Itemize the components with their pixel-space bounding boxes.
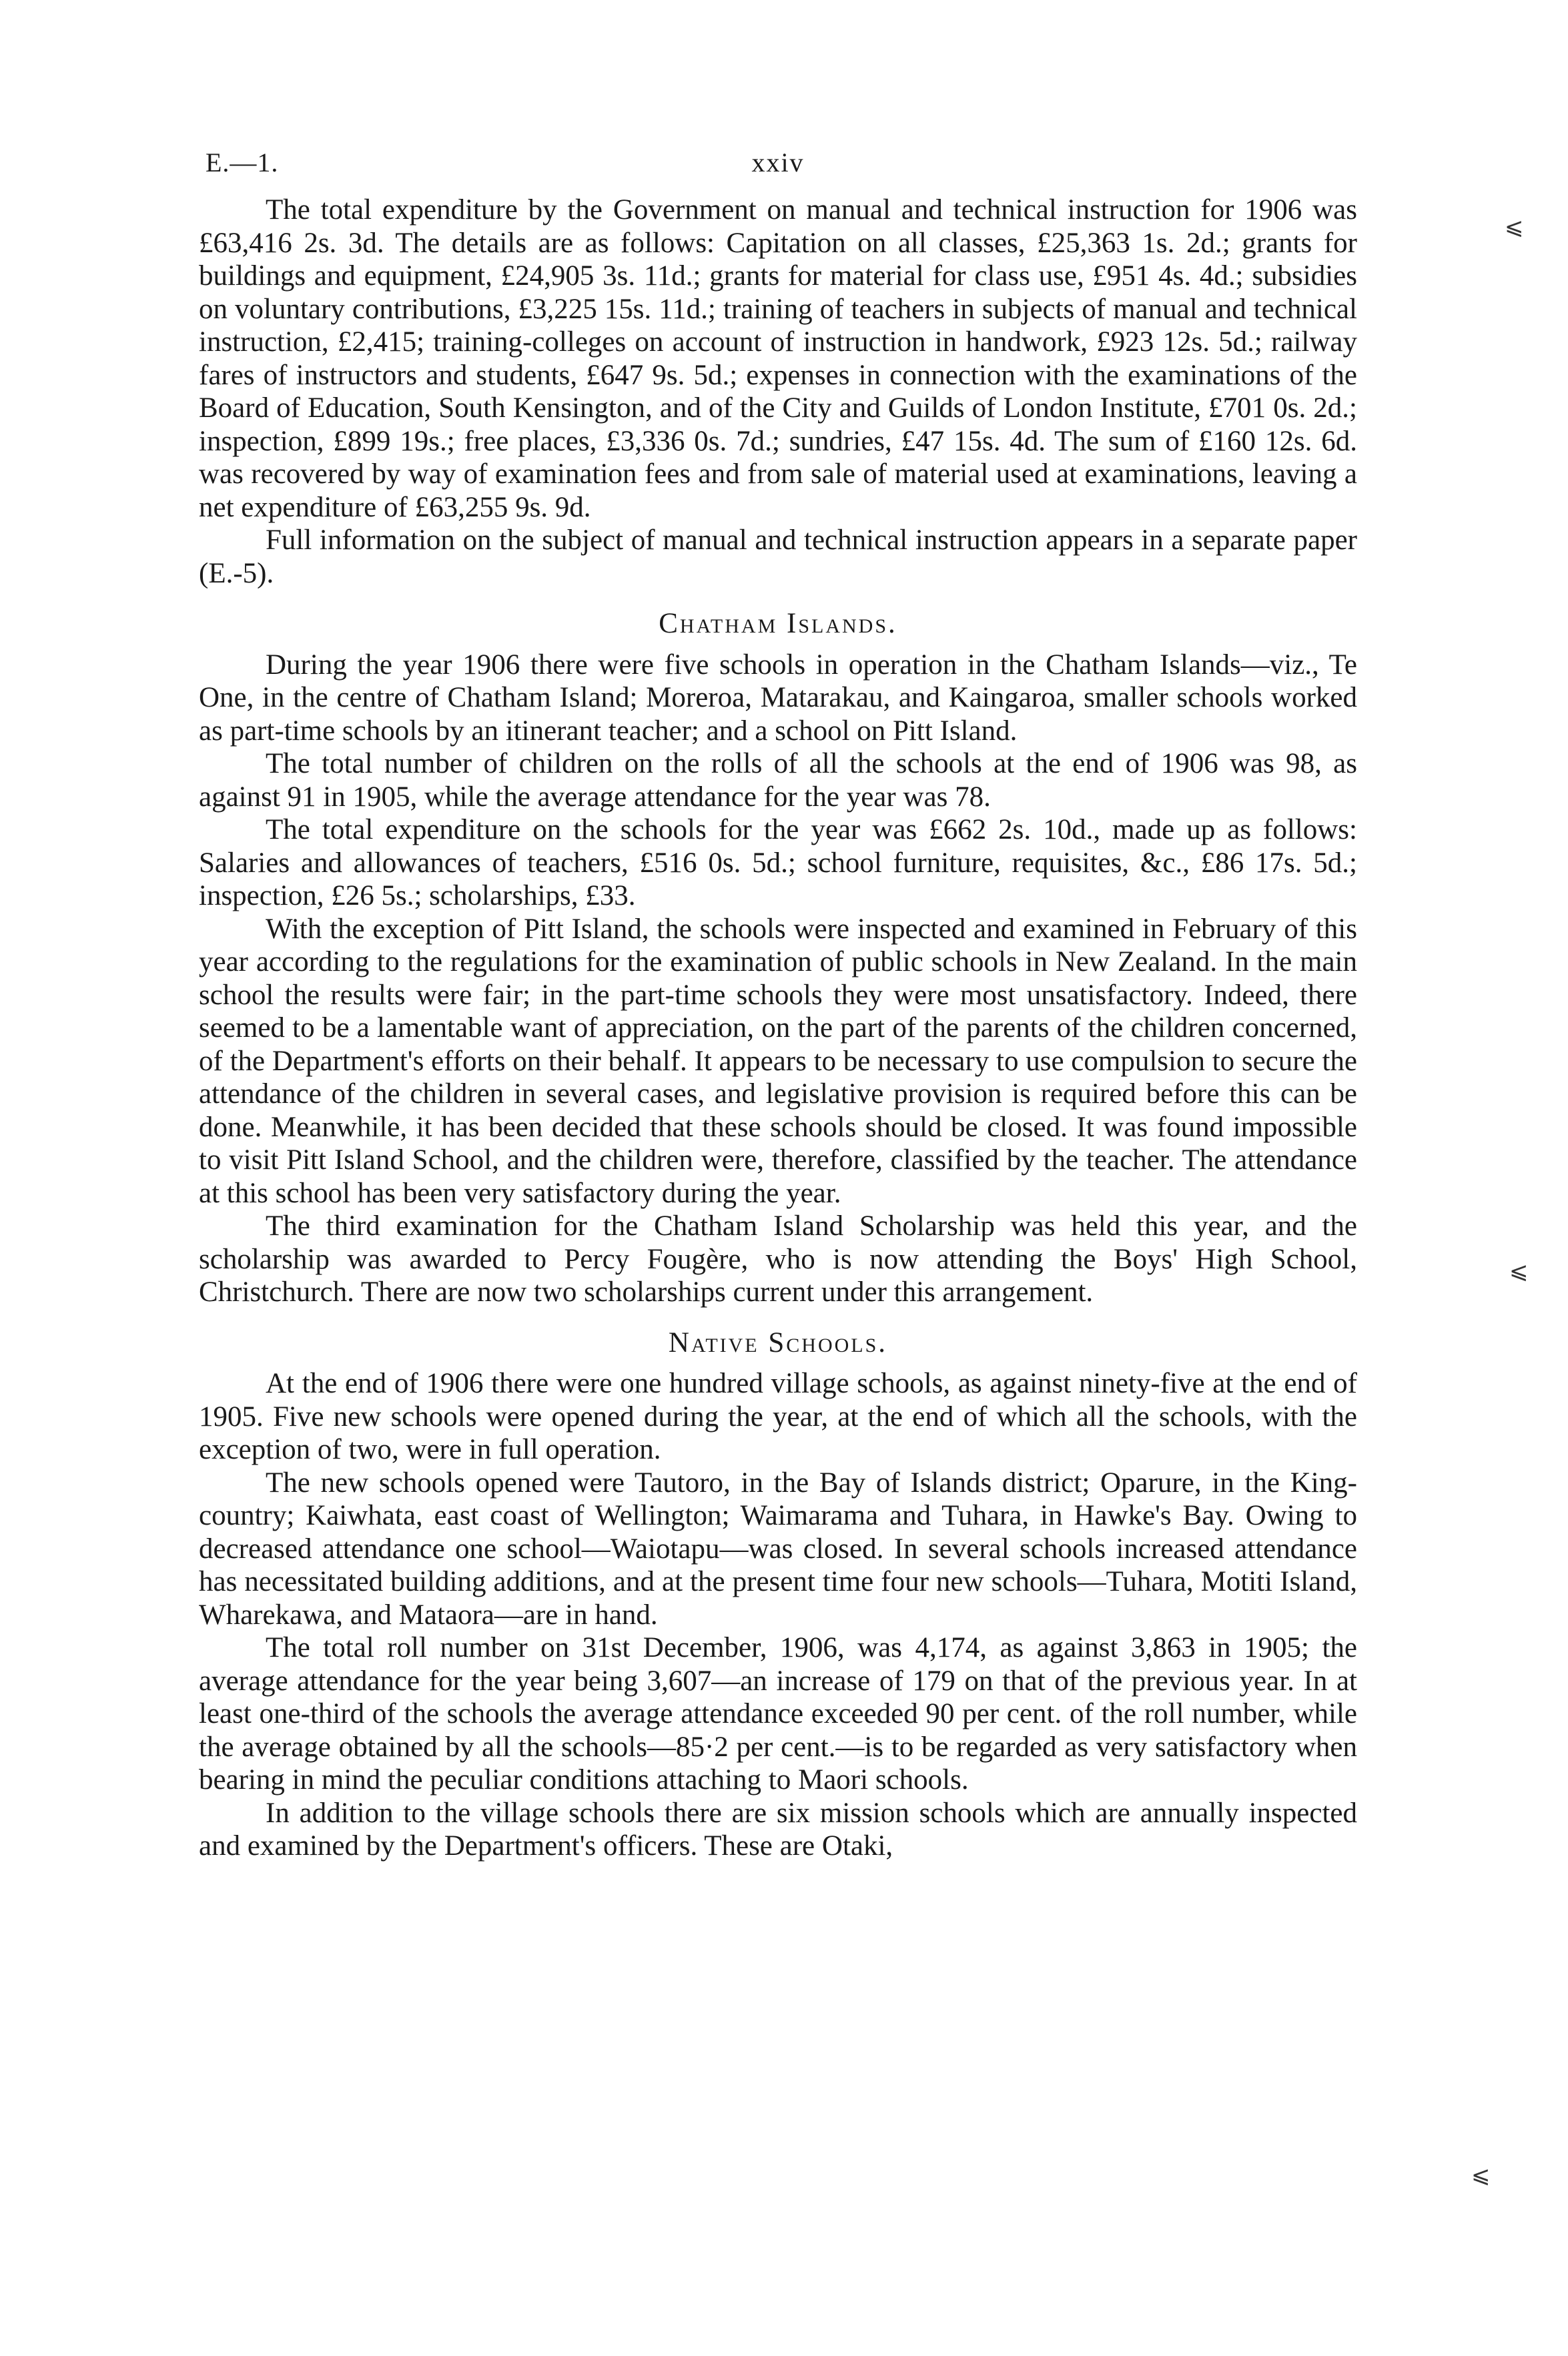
document-reference: E.—1. [206, 147, 279, 177]
paragraph: The total roll number on 31st December, 1906, was 4,174, as against 3,863 in 1905; the average attendance for the year being 3,607—an increase of 179 on that of the previous year. In at least one-third of the schools the average attendance exceeded 90 per cent. of the roll number, while the average obtained by all the schools—85·2 per cent.—is to be regarded as very satisfactory when bearing in mind the peculiar conditions attaching to Maori schools. [199, 1632, 1357, 1796]
margin-tick-mark: ⩽ [1509, 1258, 1529, 1284]
paragraph: The third examination for the Chatham Island Scholarship was held this year, and the scholarship was awarded to Percy Fougère, who is now attending the Boys' High School, Christchurch. There are now two scholarships current under this arrangement. [199, 1210, 1357, 1308]
paragraph: With the exception of Pitt Island, the schools were inspected and examined in February of this year according to the regulations for the examination of public schools in New Zealand. In the main school the results were fair; in the part-time schools they were most unsatisfactory. Indeed, there seemed to be a lamentable want of appreciation, on the part of the parents of the children concerned, of the Department's efforts on their behalf. It appears to be necessary to use compulsion to secure the attendance of the children in several cases, and legislative provision is required before this can be done. Meanwhile, it has been decided that these schools should be closed. It was found impossible to visit Pitt Island School, and the children were, therefore, classified by the teacher. The attendance at this school has been very satisfactory during the year. [199, 913, 1357, 1209]
chatham-islands-section [199, 607, 1357, 1309]
section-heading: Native Schools. [668, 1326, 888, 1358]
paragraph: Full information on the subject of manual and technical instruction appears in a separate paper (E.-5). [199, 524, 1357, 589]
manual-technical-section [199, 193, 1357, 590]
native-schools-section [199, 1326, 1357, 1863]
paragraph: The total expenditure by the Government on manual and technical instruction for 1906 was £63,416 2s. 3d. The details are as follows: Capitation on all classes, £25,363 1s. 2d.; grants for buildings and equipment, £24,905 3s. 11d.; grants for material for class use, £951 4s. 4d.; subsidies on voluntary contributions, £3,225 15s. 11d.; training of teachers in subjects of manual and technical instruction, £2,415; training-colleges on account of instruction in handwork, £923 12s. 5d.; railway fares of instructors and students, £647 9s. 5d.; expenses in connection with the examinations of the Board of Education, South Kensington, and of the City and Guilds of London Institute, £701 0s. 2d.; inspection, £899 19s.; free places, £3,336 0s. 7d.; sundries, £47 15s. 4d. The sum of £160 12s. 6d. was recovered by way of examination fees and from sale of material used at examinations, leaving a net expenditure of £63,255 9s. 9d. [199, 194, 1357, 523]
document-page [199, 147, 1357, 1863]
paragraph: At the end of 1906 there were one hundred village schools, as against ninety-five at the end of 1905. Five new schools were opened during the year, at the end of which all the schools, with the exception of two, were in full operation. [199, 1368, 1357, 1465]
paragraph: In addition to the village schools there are six mission schools which are annually inspected and examined by the Department's officers. These are Otaki, [199, 1797, 1357, 1862]
section-heading: Chatham Islands. [659, 608, 897, 639]
margin-tick-mark: ⩽ [1471, 2162, 1491, 2189]
paragraph: The total number of children on the rolls of all the schools at the end of 1906 was 98, as against 91 in 1905, while the average attendance for the year was 78. [199, 748, 1357, 813]
page-header [199, 147, 1357, 193]
margin-tick-mark: ⩽ [1505, 214, 1524, 240]
paragraph: The new schools opened were Tautoro, in the Bay of Islands district; Oparure, in the King-country; Kaiwhata, east coast of Wellington; Waimarama and Tuhara, in Hawke's Bay. Owing to decreased attendance one school—Waiotapu—was closed. In several schools increased attendance has necessitated building additions, and at the present time four new schools—Tuhara, Motiti Island, Wharekawa, and Mataora—are in hand. [199, 1467, 1357, 1631]
paragraph: During the year 1906 there were five schools in operation in the Chatham Islands—viz., Te One, in the centre of Chatham Island; Moreroa, Matarakau, and Kaingaroa, smaller schools worked as part-time schools by an itinerant teacher; and a school on Pitt Island. [199, 649, 1357, 747]
paragraph: The total expenditure on the schools for the year was £662 2s. 10d., made up as follows: Salaries and allowances of teachers, £516 0s. 5d.; school furniture, requisites, &c., £86 17s. 5d.; inspection, £26 5s.; scholarships, £33. [199, 814, 1357, 911]
page-number: xxiv [751, 147, 805, 177]
